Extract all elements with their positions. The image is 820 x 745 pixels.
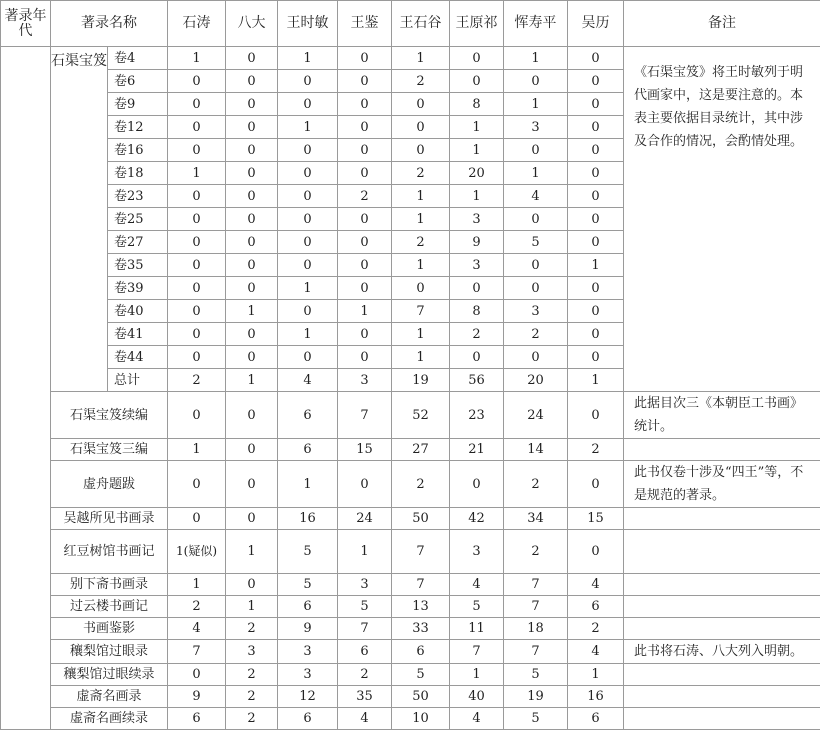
count-cell: 0	[226, 47, 278, 70]
count-cell: 0	[226, 461, 278, 508]
note-cell	[624, 686, 820, 708]
count-cell: 7	[504, 596, 568, 618]
count-cell: 6	[168, 708, 226, 730]
count-cell: 0	[168, 70, 226, 93]
source-name-shiqu: 石渠宝笈	[51, 47, 108, 392]
count-cell: 1	[168, 439, 226, 461]
count-cell: 5	[278, 574, 338, 596]
count-cell: 1	[226, 300, 278, 323]
count-cell: 7	[392, 574, 450, 596]
count-cell: 2	[168, 369, 226, 392]
count-cell: 1	[338, 300, 392, 323]
count-cell: 4	[568, 574, 624, 596]
volume-cell: 卷4	[108, 47, 168, 70]
count-cell: 2	[226, 708, 278, 730]
count-cell: 0	[226, 185, 278, 208]
count-cell: 0	[278, 185, 338, 208]
count-cell: 1	[226, 596, 278, 618]
count-cell: 0	[168, 664, 226, 686]
count-cell: 0	[226, 392, 278, 439]
count-cell: 0	[568, 139, 624, 162]
count-cell: 1	[168, 574, 226, 596]
header-row	[1, 1, 820, 47]
count-cell: 6	[568, 708, 624, 730]
count-cell: 4	[568, 640, 624, 664]
count-cell: 1	[450, 116, 504, 139]
count-cell: 0	[568, 208, 624, 231]
count-cell: 0	[168, 185, 226, 208]
count-cell: 15	[338, 439, 392, 461]
note-cell	[624, 664, 820, 686]
table-row	[1, 392, 820, 439]
count-cell: 10	[392, 708, 450, 730]
table-row	[1, 508, 820, 530]
count-cell: 1	[278, 461, 338, 508]
count-cell: 1	[392, 323, 450, 346]
count-cell: 4	[450, 574, 504, 596]
count-cell: 0	[278, 231, 338, 254]
volume-cell: 卷23	[108, 185, 168, 208]
count-cell: 12	[278, 686, 338, 708]
count-cell: 6	[568, 596, 624, 618]
count-cell: 1	[450, 185, 504, 208]
count-cell: 0	[226, 162, 278, 185]
count-cell: 0	[450, 277, 504, 300]
table-row	[1, 708, 820, 730]
volume-cell: 卷40	[108, 300, 168, 323]
count-cell: 2	[450, 323, 504, 346]
note-cell: 此据目次三《本朝臣工书画》统计。	[624, 392, 820, 439]
table-row	[1, 47, 820, 70]
table-row	[1, 618, 820, 640]
table-row	[1, 439, 820, 461]
volume-cell: 卷6	[108, 70, 168, 93]
note-cell	[624, 439, 820, 461]
count-cell: 0	[278, 346, 338, 369]
count-cell: 5	[392, 664, 450, 686]
count-cell: 1	[392, 346, 450, 369]
header-era: 著录年代	[1, 1, 51, 47]
count-cell: 0	[392, 277, 450, 300]
note-cell: 《石渠宝笈》将王时敏列于明代画家中，这是要注意的。本表主要依据目录统计，其中涉及合作的情况，会酌情处理。	[624, 47, 820, 392]
count-cell: 5	[278, 530, 338, 574]
count-cell: 0	[568, 530, 624, 574]
count-cell: 0	[568, 323, 624, 346]
header-painter: 王原祁	[450, 1, 504, 47]
count-cell: 0	[168, 254, 226, 277]
count-cell: 2	[392, 231, 450, 254]
count-cell: 0	[278, 70, 338, 93]
count-cell: 19	[392, 369, 450, 392]
source-name-cell: 虚舟题跋	[51, 461, 168, 508]
count-cell: 1	[392, 208, 450, 231]
table-body	[1, 47, 820, 730]
count-cell: 3	[504, 300, 568, 323]
count-cell: 1	[504, 162, 568, 185]
count-cell: 0	[450, 461, 504, 508]
source-name-cell: 石渠宝笈三编	[51, 439, 168, 461]
count-cell: 6	[392, 640, 450, 664]
count-cell: 56	[450, 369, 504, 392]
source-name-cell: 虚斋名画续录	[51, 708, 168, 730]
count-cell: 0	[568, 277, 624, 300]
count-cell: 1	[450, 664, 504, 686]
count-cell: 0	[392, 93, 450, 116]
count-cell: 4	[450, 708, 504, 730]
count-cell: 3	[450, 254, 504, 277]
count-cell: 18	[504, 618, 568, 640]
source-name-cell: 红豆树馆书画记	[51, 530, 168, 574]
count-cell: 0	[278, 254, 338, 277]
count-cell: 0	[568, 231, 624, 254]
count-cell: 3	[504, 116, 568, 139]
note-cell: 此书将石涛、八大列入明朝。	[624, 640, 820, 664]
count-cell: 40	[450, 686, 504, 708]
source-name-cell: 吴越所见书画录	[51, 508, 168, 530]
count-cell: 0	[338, 277, 392, 300]
count-cell: 0	[338, 254, 392, 277]
count-cell: 1	[568, 664, 624, 686]
table-row	[1, 640, 820, 664]
source-name-cell: 石渠宝笈续编	[51, 392, 168, 439]
table-row	[1, 686, 820, 708]
count-cell: 2	[504, 461, 568, 508]
count-cell: 7	[168, 640, 226, 664]
count-cell: 21	[450, 439, 504, 461]
count-cell: 1	[504, 47, 568, 70]
header-painter: 吴历	[568, 1, 624, 47]
count-cell: 42	[450, 508, 504, 530]
volume-cell: 总计	[108, 369, 168, 392]
count-cell: 2	[504, 530, 568, 574]
count-cell: 3	[338, 574, 392, 596]
volume-cell: 卷27	[108, 231, 168, 254]
count-cell: 27	[392, 439, 450, 461]
count-cell: 7	[392, 530, 450, 574]
count-cell: 0	[338, 116, 392, 139]
count-cell: 0	[504, 346, 568, 369]
count-cell: 4	[278, 369, 338, 392]
count-cell: 0	[504, 139, 568, 162]
header-notes: 备注	[624, 1, 820, 47]
count-cell: 0	[568, 47, 624, 70]
count-cell: 1	[278, 277, 338, 300]
count-cell: 1	[392, 185, 450, 208]
count-cell: 0	[568, 93, 624, 116]
count-cell: 16	[278, 508, 338, 530]
count-cell: 5	[338, 596, 392, 618]
note-cell	[624, 574, 820, 596]
count-cell: 33	[392, 618, 450, 640]
note-cell	[624, 508, 820, 530]
count-cell: 0	[338, 139, 392, 162]
count-cell: 0	[226, 208, 278, 231]
source-name-cell: 穰梨馆过眼续录	[51, 664, 168, 686]
count-cell: 0	[568, 70, 624, 93]
count-cell: 0	[168, 139, 226, 162]
count-cell: 0	[168, 277, 226, 300]
note-cell	[624, 618, 820, 640]
volume-cell: 卷41	[108, 323, 168, 346]
count-cell: 2	[338, 664, 392, 686]
source-name-cell: 书画鉴影	[51, 618, 168, 640]
count-cell: 5	[450, 596, 504, 618]
count-cell: 6	[278, 708, 338, 730]
count-cell: 0	[338, 323, 392, 346]
count-cell: 4	[338, 708, 392, 730]
count-cell: 0	[226, 231, 278, 254]
count-cell: 0	[392, 139, 450, 162]
count-cell: 0	[568, 116, 624, 139]
count-cell: 0	[338, 346, 392, 369]
count-cell: 0	[450, 47, 504, 70]
count-cell: 0	[226, 70, 278, 93]
count-cell: 0	[568, 162, 624, 185]
count-cell: 0	[226, 277, 278, 300]
count-cell: 7	[338, 618, 392, 640]
header-painter: 八大	[226, 1, 278, 47]
count-cell: 0	[226, 323, 278, 346]
count-cell: 0	[168, 300, 226, 323]
count-cell: 24	[338, 508, 392, 530]
count-cell: 0	[226, 116, 278, 139]
count-cell: 0	[568, 185, 624, 208]
count-cell: 0	[338, 162, 392, 185]
header-name: 著录名称	[51, 1, 168, 47]
count-cell: 0	[338, 93, 392, 116]
count-cell: 0	[168, 461, 226, 508]
count-cell: 0	[450, 70, 504, 93]
count-cell: 3	[450, 530, 504, 574]
source-name-cell: 过云楼书画记	[51, 596, 168, 618]
count-cell: 11	[450, 618, 504, 640]
count-cell: 34	[504, 508, 568, 530]
volume-cell: 卷18	[108, 162, 168, 185]
count-cell: 0	[226, 508, 278, 530]
count-cell: 2	[226, 686, 278, 708]
count-cell: 20	[504, 369, 568, 392]
count-cell: 7	[504, 640, 568, 664]
count-cell: 2	[392, 70, 450, 93]
era-cell	[1, 47, 51, 730]
count-cell: 0	[278, 300, 338, 323]
volume-cell: 卷16	[108, 139, 168, 162]
count-cell: 0	[338, 461, 392, 508]
count-cell: 15	[568, 508, 624, 530]
count-cell: 0	[450, 346, 504, 369]
count-cell: 0	[168, 323, 226, 346]
count-cell: 3	[450, 208, 504, 231]
count-cell: 24	[504, 392, 568, 439]
count-cell: 52	[392, 392, 450, 439]
count-cell: 2	[504, 323, 568, 346]
count-cell: 0	[338, 208, 392, 231]
count-cell: 0	[568, 392, 624, 439]
count-cell: 0	[504, 70, 568, 93]
count-cell: 0	[278, 208, 338, 231]
count-cell: 0	[226, 139, 278, 162]
count-cell: 0	[504, 254, 568, 277]
volume-cell: 卷12	[108, 116, 168, 139]
count-cell: 0	[226, 346, 278, 369]
count-cell: 0	[226, 439, 278, 461]
source-name-cell: 穰梨馆过眼录	[51, 640, 168, 664]
note-cell	[624, 530, 820, 574]
count-cell: 2	[392, 461, 450, 508]
header-painter: 恽寿平	[504, 1, 568, 47]
count-cell: 14	[504, 439, 568, 461]
count-cell: 0	[168, 208, 226, 231]
count-cell: 1	[278, 323, 338, 346]
count-cell: 50	[392, 508, 450, 530]
volume-cell: 卷25	[108, 208, 168, 231]
count-cell: 0	[226, 254, 278, 277]
volume-cell: 卷35	[108, 254, 168, 277]
count-cell: 0	[168, 231, 226, 254]
count-cell: 3	[278, 640, 338, 664]
count-cell: 20	[450, 162, 504, 185]
count-cell: 1	[392, 254, 450, 277]
count-cell: 1	[278, 47, 338, 70]
count-cell: 4	[168, 618, 226, 640]
count-cell: 16	[568, 686, 624, 708]
count-cell: 8	[450, 300, 504, 323]
source-name-cell: 别下斋书画录	[51, 574, 168, 596]
count-cell: 9	[278, 618, 338, 640]
count-cell: 1	[226, 530, 278, 574]
volume-cell: 卷39	[108, 277, 168, 300]
count-cell: 0	[504, 208, 568, 231]
count-cell: 0	[338, 231, 392, 254]
count-cell: 13	[392, 596, 450, 618]
count-cell: 2	[338, 185, 392, 208]
count-cell: 1	[568, 254, 624, 277]
count-cell: 2	[392, 162, 450, 185]
count-cell: 6	[278, 596, 338, 618]
count-cell: 7	[338, 392, 392, 439]
count-cell: 1	[168, 162, 226, 185]
count-cell: 2	[168, 596, 226, 618]
count-cell: 1	[278, 116, 338, 139]
count-cell: 2	[568, 618, 624, 640]
count-cell: 2	[226, 664, 278, 686]
count-cell: 0	[278, 93, 338, 116]
count-cell: 0	[338, 70, 392, 93]
count-cell: 3	[278, 664, 338, 686]
count-cell: 9	[168, 686, 226, 708]
count-cell: 9	[450, 231, 504, 254]
count-cell: 2	[568, 439, 624, 461]
table-row	[1, 664, 820, 686]
count-cell: 0	[226, 93, 278, 116]
count-cell: 1(疑似)	[168, 530, 226, 574]
note-cell	[624, 596, 820, 618]
header-painter: 王石谷	[392, 1, 450, 47]
count-cell: 3	[226, 640, 278, 664]
count-cell: 0	[168, 392, 226, 439]
header-painter: 王时敏	[278, 1, 338, 47]
count-cell: 1	[168, 47, 226, 70]
count-cell: 0	[168, 93, 226, 116]
count-cell: 1	[392, 47, 450, 70]
count-cell: 0	[504, 277, 568, 300]
count-cell: 3	[338, 369, 392, 392]
count-cell: 50	[392, 686, 450, 708]
count-cell: 19	[504, 686, 568, 708]
count-cell: 0	[568, 346, 624, 369]
header-painter: 石涛	[168, 1, 226, 47]
count-cell: 0	[568, 300, 624, 323]
table-row	[1, 530, 820, 574]
count-cell: 0	[392, 116, 450, 139]
count-cell: 6	[338, 640, 392, 664]
count-cell: 23	[450, 392, 504, 439]
count-cell: 7	[450, 640, 504, 664]
count-cell: 0	[568, 461, 624, 508]
count-cell: 0	[278, 139, 338, 162]
count-cell: 0	[168, 346, 226, 369]
note-cell: 此书仅卷十涉及“四王”等，不是规范的著录。	[624, 461, 820, 508]
count-cell: 8	[450, 93, 504, 116]
volume-cell: 卷9	[108, 93, 168, 116]
count-cell: 1	[504, 93, 568, 116]
count-cell: 0	[226, 574, 278, 596]
source-name-cell: 虚斋名画录	[51, 686, 168, 708]
count-cell: 5	[504, 664, 568, 686]
count-cell: 1	[568, 369, 624, 392]
count-cell: 0	[168, 508, 226, 530]
table-row	[1, 461, 820, 508]
count-cell: 6	[278, 439, 338, 461]
count-cell: 1	[338, 530, 392, 574]
count-cell: 35	[338, 686, 392, 708]
count-cell: 7	[392, 300, 450, 323]
count-cell: 4	[504, 185, 568, 208]
header-painter: 王鉴	[338, 1, 392, 47]
count-cell: 2	[226, 618, 278, 640]
note-cell	[624, 708, 820, 730]
count-cell: 5	[504, 708, 568, 730]
count-cell: 7	[504, 574, 568, 596]
count-cell: 6	[278, 392, 338, 439]
count-cell: 1	[226, 369, 278, 392]
volume-cell: 卷44	[108, 346, 168, 369]
table-row	[1, 596, 820, 618]
count-cell: 0	[338, 47, 392, 70]
count-cell: 1	[450, 139, 504, 162]
count-cell: 0	[278, 162, 338, 185]
count-cell: 0	[168, 116, 226, 139]
table-row	[1, 574, 820, 596]
count-cell: 5	[504, 231, 568, 254]
